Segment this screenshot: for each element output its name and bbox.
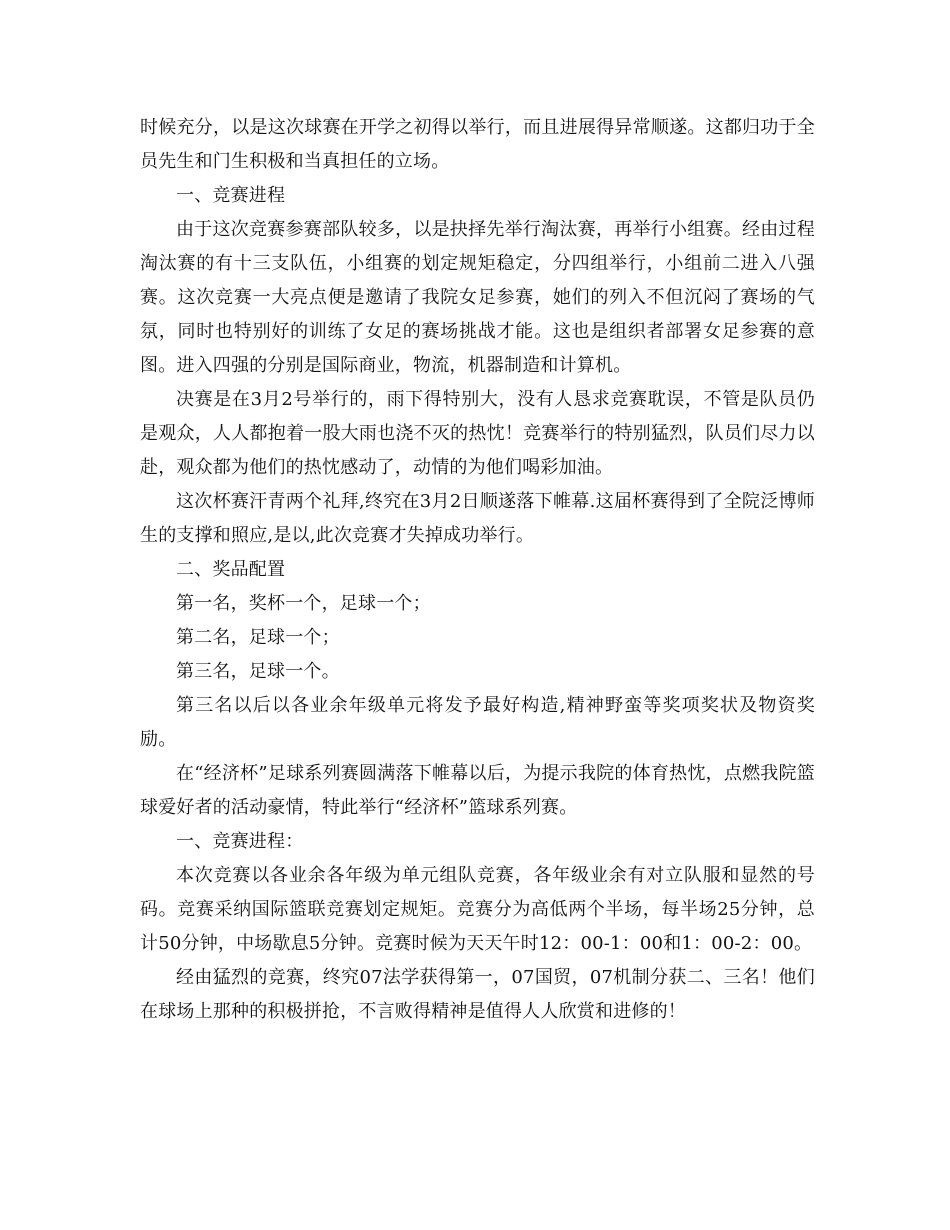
paragraph-continuation: 时候充分，以是这次球赛在开学之初得以举行，而且进展得异常顺遂。这都归功于全员先生和门生积极和当真担任的立场。	[140, 117, 815, 172]
section-heading-football-progress: 一、竞赛进程	[176, 185, 286, 206]
document-body	[140, 111, 815, 1029]
prize-second-place: 第二名，足球一个；	[176, 627, 340, 648]
section-heading-prizes: 二、奖品配置	[176, 559, 286, 580]
paragraph-basketball-results: 经由猛烈的竞赛，终究07法学获得第一，07国贸，07机制分获二、三名！他们在球场上那种的积极拼抢，不言败得精神是值得人人欣赏和进修的！	[140, 967, 815, 1022]
paragraph-tournament-end: 这次杯赛汗青两个礼拜,终究在3月2日顺遂落下帷幕.这届杯赛得到了全院泛博师生的支撑和照应,是以,此次竞赛才失掉成功举行。	[140, 491, 815, 546]
paragraph-tournament-format: 由于这次竞赛参赛部队较多，以是抉择先举行淘汰赛，再举行小组赛。经由过程淘汰赛的有十三支队伍，小组赛的划定规矩稳定，分四组举行，小组前二进入八强赛。这次竞赛一大亮点便是邀请了我院女足参赛，她们的列入不但沉闷了赛场的气氛，同时也特别好的训练了女足的赛场挑战才能。这也是组织者部署女足参赛的意图。进入四强的分别是国际商业，物流，机器制造和计算机。	[140, 219, 815, 376]
prize-first-place: 第一名，奖杯一个，足球一个；	[176, 593, 431, 614]
paragraph-other-awards: 第三名以后以各业余年级单元将发予最好构造,精神野蛮等奖项奖状及物资奖励。	[140, 695, 815, 750]
paragraph-basketball-rules: 本次竞赛以各业余各年级为单元组队竞赛，各年级业余有对立队服和显然的号码。竞赛采纳国际篮联竞赛划定规矩。竞赛分为高低两个半场，每半场25分钟，总计50分钟，中场歇息5分钟。竞赛时候为天天午时12：00-1：00和1：00-2：00。	[140, 865, 815, 954]
prize-third-place: 第三名，足球一个。	[176, 661, 340, 682]
paragraph-final-match: 决赛是在3月2号举行的，雨下得特别大，没有人恳求竞赛耽误，不管是队员仍是观众，人人都抱着一股大雨也浇不灭的热忱！竞赛举行的特别猛烈，队员们尽力以赴，观众都为他们的热忱感动了，动情的为他们喝彩加油。	[140, 389, 815, 478]
paragraph-basketball-intro: 在“经济杯”足球系列赛圆满落下帷幕以后，为提示我院的体育热忱，点燃我院篮球爱好者的活动豪情，特此举行“经济杯”篮球系列赛。	[140, 763, 815, 818]
section-heading-basketball-progress: 一、竞赛进程：	[176, 831, 304, 852]
